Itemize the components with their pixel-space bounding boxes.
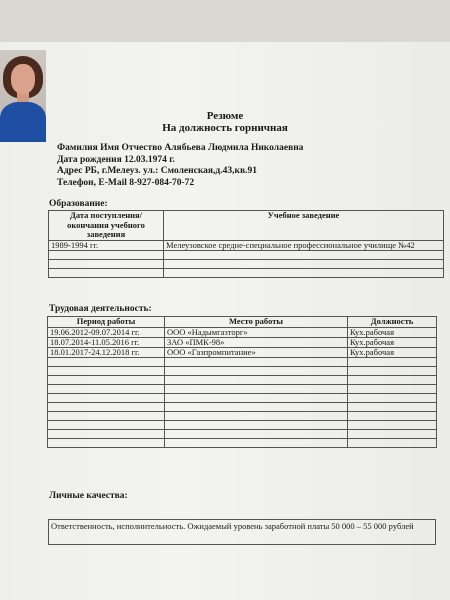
work-period-cell: [48, 384, 165, 393]
work-period-cell: [48, 357, 165, 366]
work-period-cell: 18.07.2014-11.05.2016 гг.: [48, 337, 165, 347]
work-period-cell: 19.06.2012-09.07.2014 гг.: [48, 327, 165, 337]
education-date-cell: 1989-1994 гг.: [49, 240, 164, 250]
education-date-cell: [49, 268, 164, 277]
work-position-cell: [348, 438, 437, 447]
work-place-cell: [165, 438, 348, 447]
work-place-header: Место работы: [165, 317, 348, 328]
education-school-cell: Мелеузовское средне-специальное профессиональное училище №42: [164, 240, 444, 250]
work-position-cell: Кух.рабочая: [348, 337, 437, 347]
work-place-cell: [165, 420, 348, 429]
work-position-cell: Кух.рабочая: [348, 347, 437, 357]
table-row: [48, 438, 437, 447]
work-header-row: [48, 317, 437, 328]
education-school-cell: [164, 259, 444, 268]
work-place-cell: [165, 429, 348, 438]
education-school-cell: [164, 268, 444, 277]
table-row: [48, 420, 437, 429]
education-date-cell: [49, 250, 164, 259]
work-period-cell: [48, 429, 165, 438]
work-place-cell: ЗАО «ПМК-98»: [165, 337, 348, 347]
work-position-cell: [348, 402, 437, 411]
work-position-cell: [348, 420, 437, 429]
work-period-cell: [48, 411, 165, 420]
work-place-cell: [165, 402, 348, 411]
work-position-cell: [348, 384, 437, 393]
work-position-cell: Кух.рабочая: [348, 327, 437, 337]
personal-info: [57, 143, 303, 189]
photo-face: [11, 64, 35, 94]
work-period-cell: [48, 366, 165, 375]
work-position-cell: [348, 393, 437, 402]
education-table: [48, 210, 444, 278]
work-place-cell: [165, 366, 348, 375]
education-date-header: Дата поступления/окончания учебного заведения: [49, 211, 164, 241]
work-place-cell: ООО «Газпромпитание»: [165, 347, 348, 357]
table-row: [49, 250, 444, 259]
education-date-cell: [49, 259, 164, 268]
work-period-cell: [48, 402, 165, 411]
personal-qualities-text: Ответственность, исполнительность. Ожидаемый уровень заработной платы 50 000 – 55 000 рублей: [51, 521, 414, 531]
work-position-cell: [348, 366, 437, 375]
table-row: [48, 411, 437, 420]
education-school-header: Учебное заведение: [164, 211, 444, 241]
education-label: Образование:: [49, 199, 108, 209]
work-position-cell: [348, 357, 437, 366]
personal-qualities-box: [48, 519, 436, 545]
table-row: [48, 429, 437, 438]
work-position-cell: [348, 429, 437, 438]
work-place-cell: ООО «Надымгазторг»: [165, 327, 348, 337]
work-period-cell: [48, 393, 165, 402]
work-period-cell: 18.01.2017-24.12.2018 гг.: [48, 347, 165, 357]
work-label: Трудовая деятельность:: [49, 304, 152, 314]
work-position-cell: [348, 375, 437, 384]
education-header-row: [49, 211, 444, 241]
work-place-cell: [165, 411, 348, 420]
work-place-cell: [165, 375, 348, 384]
table-row: [48, 402, 437, 411]
work-place-cell: [165, 384, 348, 393]
work-period-header: Период работы: [48, 317, 165, 328]
table-row: [48, 337, 437, 347]
table-row: [49, 259, 444, 268]
work-period-cell: [48, 420, 165, 429]
table-row: [49, 268, 444, 277]
address-line: Адрес РБ, г.Мелеуз. ул.: Смоленская,д.43,кв.91: [57, 166, 257, 176]
full-name-line: Фамилия Имя Отчество Алябьева Людмила Николаевна: [57, 143, 304, 153]
work-position-header: Должность: [348, 317, 437, 328]
work-period-cell: [48, 438, 165, 447]
birth-date-line: Дата рождения 12.03.1974 г.: [57, 154, 175, 165]
table-row: [48, 384, 437, 393]
table-row: [48, 357, 437, 366]
personal-qualities-label: Личные качества:: [49, 491, 128, 501]
table-row: [48, 347, 437, 357]
work-position-cell: [348, 411, 437, 420]
work-table: [47, 316, 437, 448]
table-row: [49, 240, 444, 250]
resume-title: Резюме: [206, 110, 244, 122]
table-row: [48, 366, 437, 375]
table-row: [48, 327, 437, 337]
resume-position: На должность горничная: [162, 122, 288, 134]
table-row: [48, 393, 437, 402]
education-school-cell: [164, 250, 444, 259]
work-place-cell: [165, 357, 348, 366]
phone-line: Телефон, E-Mail 8-927-084-70-72: [57, 177, 195, 188]
work-place-cell: [165, 393, 348, 402]
work-period-cell: [48, 375, 165, 384]
table-row: [48, 375, 437, 384]
